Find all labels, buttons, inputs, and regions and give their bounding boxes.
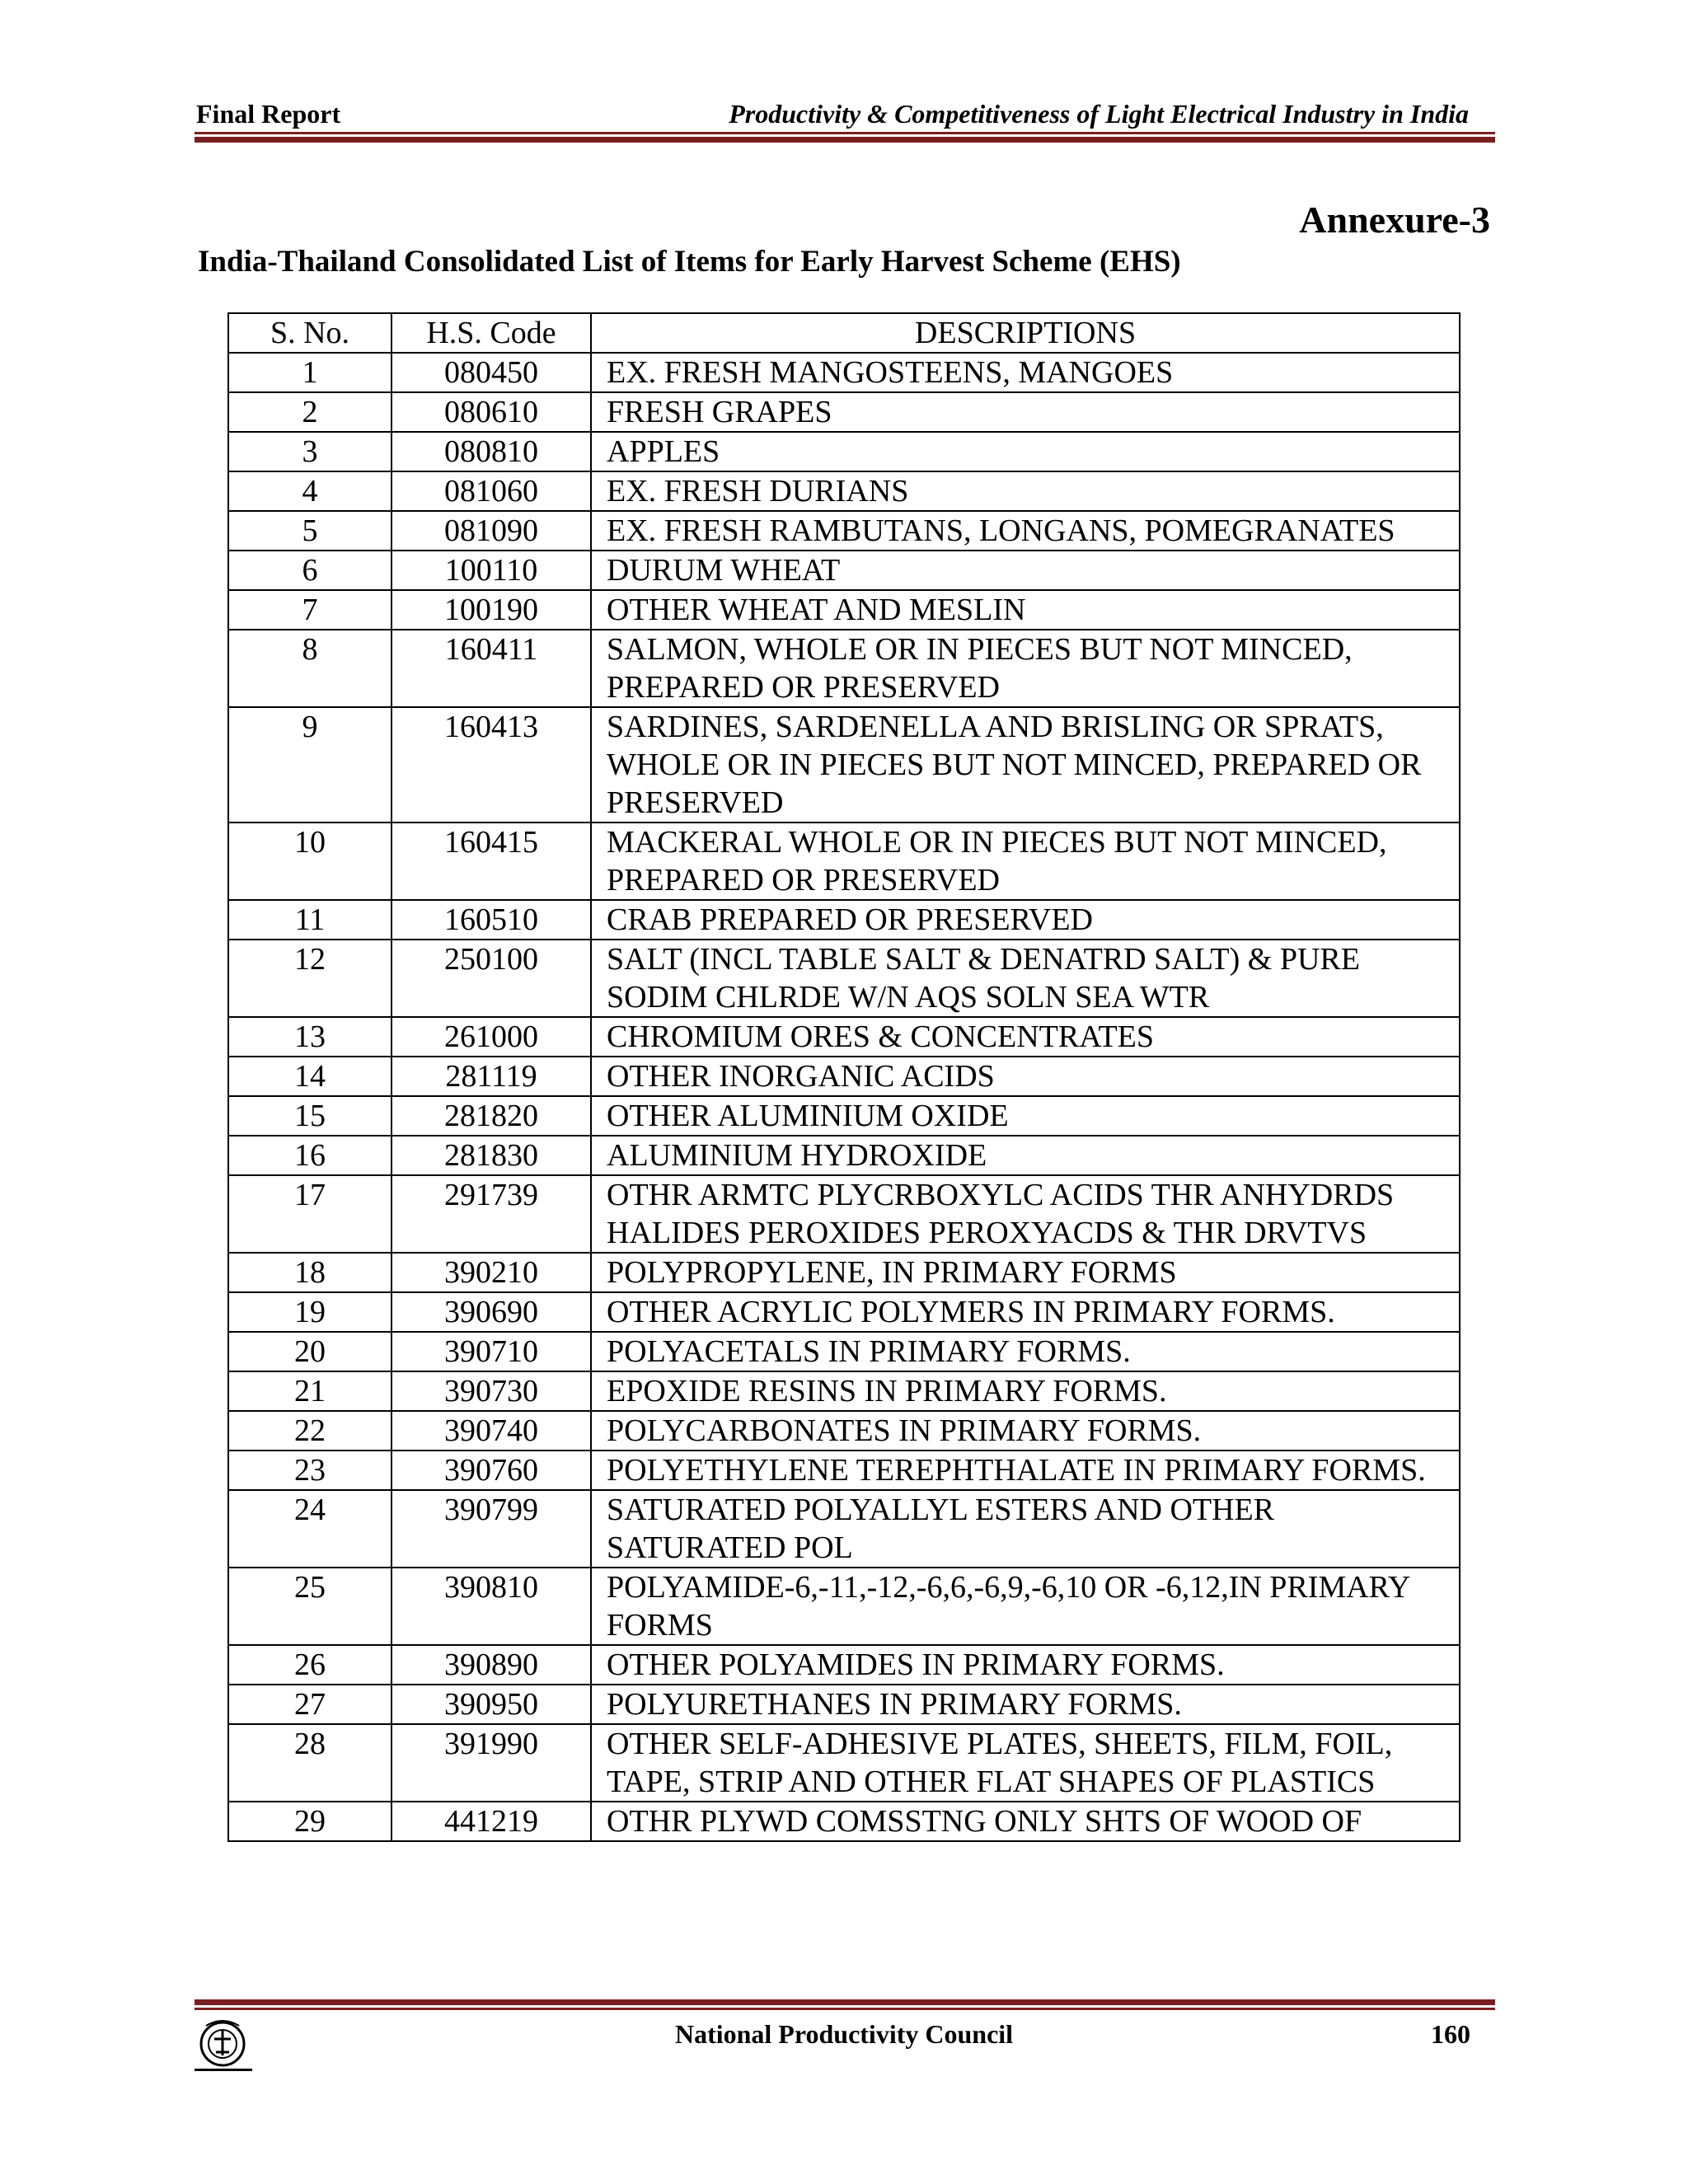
table-row bbox=[228, 1057, 1460, 1096]
cell-description: CRAB PREPARED OR PRESERVED bbox=[591, 900, 1460, 940]
cell-description: SARDINES, SARDENELLA AND BRISLING OR SPRATS, WHOLE OR IN PIECES BUT NOT MINCED, PREPARED OR PRESERVED bbox=[591, 707, 1460, 823]
cell-description: POLYETHYLENE TEREPHTHALATE IN PRIMARY FORMS. bbox=[591, 1451, 1460, 1490]
cell-description: POLYAMIDE-6,-11,-12,-6,6,-6,9,-6,10 OR -6,12,IN PRIMARY FORMS bbox=[591, 1568, 1460, 1645]
table-row bbox=[228, 630, 1460, 707]
cell-sno: 3 bbox=[228, 432, 392, 471]
cell-sno: 17 bbox=[228, 1175, 392, 1253]
cell-hs-code: 100110 bbox=[392, 551, 591, 590]
table-row bbox=[228, 823, 1460, 900]
table-row bbox=[228, 1371, 1460, 1411]
header-report-label: Final Report bbox=[196, 99, 341, 129]
page-number: 160 bbox=[1431, 2019, 1470, 2049]
cell-hs-code: 391990 bbox=[392, 1724, 591, 1802]
cell-hs-code: 081090 bbox=[392, 511, 591, 551]
cell-hs-code: 281830 bbox=[392, 1136, 591, 1175]
cell-sno: 9 bbox=[228, 707, 392, 823]
cell-hs-code: 390690 bbox=[392, 1292, 591, 1332]
cell-description: EX. FRESH DURIANS bbox=[591, 471, 1460, 511]
cell-description: OTHER INORGANIC ACIDS bbox=[591, 1057, 1460, 1096]
cell-sno: 26 bbox=[228, 1645, 392, 1685]
table-row bbox=[228, 1724, 1460, 1802]
cell-hs-code: 390950 bbox=[392, 1685, 591, 1724]
cell-hs-code: 291739 bbox=[392, 1175, 591, 1253]
cell-sno: 18 bbox=[228, 1253, 392, 1292]
cell-description: POLYACETALS IN PRIMARY FORMS. bbox=[591, 1332, 1460, 1371]
cell-hs-code: 261000 bbox=[392, 1017, 591, 1057]
cell-sno: 27 bbox=[228, 1685, 392, 1724]
table-row bbox=[228, 707, 1460, 823]
table-row bbox=[228, 1645, 1460, 1685]
cell-description: APPLES bbox=[591, 432, 1460, 471]
cell-hs-code: 441219 bbox=[392, 1802, 591, 1841]
table-row bbox=[228, 1017, 1460, 1057]
cell-hs-code: 080810 bbox=[392, 432, 591, 471]
cell-description: POLYURETHANES IN PRIMARY FORMS. bbox=[591, 1685, 1460, 1724]
table-row bbox=[228, 511, 1460, 551]
cell-description: OTHER WHEAT AND MESLIN bbox=[591, 590, 1460, 630]
cell-sno: 6 bbox=[228, 551, 392, 590]
cell-description: EX. FRESH RAMBUTANS, LONGANS, POMEGRANATES bbox=[591, 511, 1460, 551]
cell-sno: 28 bbox=[228, 1724, 392, 1802]
cell-sno: 25 bbox=[228, 1568, 392, 1645]
table-row bbox=[228, 353, 1460, 392]
cell-description: CHROMIUM ORES & CONCENTRATES bbox=[591, 1017, 1460, 1057]
cell-description: MACKERAL WHOLE OR IN PIECES BUT NOT MINCED, PREPARED OR PRESERVED bbox=[591, 823, 1460, 900]
table-row bbox=[228, 590, 1460, 630]
cell-description: OTHR PLYWD COMSSTNG ONLY SHTS OF WOOD OF bbox=[591, 1802, 1460, 1841]
cell-sno: 15 bbox=[228, 1096, 392, 1136]
cell-hs-code: 390799 bbox=[392, 1490, 591, 1568]
cell-description: OTHR ARMTC PLYCRBOXYLC ACIDS THR ANHYDRDS HALIDES PEROXIDES PEROXYACDS & THR DRVTVS bbox=[591, 1175, 1460, 1253]
cell-hs-code: 390740 bbox=[392, 1411, 591, 1451]
table-row bbox=[228, 1802, 1460, 1841]
cell-description: POLYPROPYLENE, IN PRIMARY FORMS bbox=[591, 1253, 1460, 1292]
cell-sno: 8 bbox=[228, 630, 392, 707]
table-body bbox=[228, 353, 1460, 1841]
table-row bbox=[228, 1411, 1460, 1451]
cell-hs-code: 390710 bbox=[392, 1332, 591, 1371]
cell-sno: 12 bbox=[228, 940, 392, 1017]
cell-sno: 10 bbox=[228, 823, 392, 900]
cell-hs-code: 100190 bbox=[392, 590, 591, 630]
cell-sno: 21 bbox=[228, 1371, 392, 1411]
cell-sno: 11 bbox=[228, 900, 392, 940]
header-divider bbox=[195, 132, 1495, 143]
cell-hs-code: 080610 bbox=[392, 392, 591, 432]
table-row bbox=[228, 392, 1460, 432]
table-row bbox=[228, 551, 1460, 590]
cell-description: SALT (INCL TABLE SALT & DENATRD SALT) & PURE SODIM CHLRDE W/N AQS SOLN SEA WTR bbox=[591, 940, 1460, 1017]
cell-description: OTHER ACRYLIC POLYMERS IN PRIMARY FORMS. bbox=[591, 1292, 1460, 1332]
column-header-descriptions: DESCRIPTIONS bbox=[591, 313, 1460, 353]
table-row bbox=[228, 1332, 1460, 1371]
annexure-label: Annexure-3 bbox=[1299, 199, 1490, 241]
cell-hs-code: 390810 bbox=[392, 1568, 591, 1645]
cell-hs-code: 390760 bbox=[392, 1451, 591, 1490]
cell-hs-code: 080450 bbox=[392, 353, 591, 392]
cell-hs-code: 160413 bbox=[392, 707, 591, 823]
table-row bbox=[228, 1451, 1460, 1490]
cell-description: SATURATED POLYALLYL ESTERS AND OTHER SATURATED POL bbox=[591, 1490, 1460, 1568]
cell-sno: 2 bbox=[228, 392, 392, 432]
table-header-row bbox=[228, 313, 1460, 353]
items-table bbox=[227, 312, 1461, 1842]
cell-hs-code: 160415 bbox=[392, 823, 591, 900]
column-header-sno: S. No. bbox=[228, 313, 392, 353]
footer-organization: National Productivity Council bbox=[674, 2019, 1014, 2049]
cell-sno: 29 bbox=[228, 1802, 392, 1841]
table-row bbox=[228, 1175, 1460, 1253]
cell-sno: 13 bbox=[228, 1017, 392, 1057]
cell-description: EX. FRESH MANGOSTEENS, MANGOES bbox=[591, 353, 1460, 392]
cell-description: POLYCARBONATES IN PRIMARY FORMS. bbox=[591, 1411, 1460, 1451]
cell-description: DURUM WHEAT bbox=[591, 551, 1460, 590]
table-row bbox=[228, 471, 1460, 511]
cell-description: OTHER POLYAMIDES IN PRIMARY FORMS. bbox=[591, 1645, 1460, 1685]
cell-sno: 24 bbox=[228, 1490, 392, 1568]
cell-hs-code: 160411 bbox=[392, 630, 591, 707]
page-title: India-Thailand Consolidated List of Items for Early Harvest Scheme (EHS) bbox=[198, 245, 1181, 279]
cell-hs-code: 390730 bbox=[392, 1371, 591, 1411]
header-document-title: Productivity & Competitiveness of Light Electrical Industry in India bbox=[729, 99, 1469, 129]
cell-description: SALMON, WHOLE OR IN PIECES BUT NOT MINCED, PREPARED OR PRESERVED bbox=[591, 630, 1460, 707]
table-row bbox=[228, 1253, 1460, 1292]
cell-description: ALUMINIUM HYDROXIDE bbox=[591, 1136, 1460, 1175]
table-row bbox=[228, 1568, 1460, 1645]
cell-sno: 19 bbox=[228, 1292, 392, 1332]
cell-sno: 14 bbox=[228, 1057, 392, 1096]
cell-sno: 23 bbox=[228, 1451, 392, 1490]
cell-hs-code: 390210 bbox=[392, 1253, 591, 1292]
cell-sno: 22 bbox=[228, 1411, 392, 1451]
cell-sno: 7 bbox=[228, 590, 392, 630]
table-row bbox=[228, 1490, 1460, 1568]
cell-sno: 5 bbox=[228, 511, 392, 551]
cell-hs-code: 160510 bbox=[392, 900, 591, 940]
cell-sno: 16 bbox=[228, 1136, 392, 1175]
table-row bbox=[228, 1292, 1460, 1332]
cell-description: EPOXIDE RESINS IN PRIMARY FORMS. bbox=[591, 1371, 1460, 1411]
cell-description: OTHER ALUMINIUM OXIDE bbox=[591, 1096, 1460, 1136]
cell-hs-code: 390890 bbox=[392, 1645, 591, 1685]
column-header-hs-code: H.S. Code bbox=[392, 313, 591, 353]
table-row bbox=[228, 432, 1460, 471]
cell-description: OTHER SELF-ADHESIVE PLATES, SHEETS, FILM, FOIL, TAPE, STRIP AND OTHER FLAT SHAPES OF PLASTICS bbox=[591, 1724, 1460, 1802]
cell-hs-code: 281119 bbox=[392, 1057, 591, 1096]
footer-divider bbox=[195, 1999, 1495, 2010]
cell-sno: 20 bbox=[228, 1332, 392, 1371]
table-row bbox=[228, 900, 1460, 940]
cell-sno: 4 bbox=[228, 471, 392, 511]
table-row bbox=[228, 940, 1460, 1017]
cell-description: FRESH GRAPES bbox=[591, 392, 1460, 432]
table-row bbox=[228, 1685, 1460, 1724]
table-row bbox=[228, 1096, 1460, 1136]
cell-hs-code: 250100 bbox=[392, 940, 591, 1017]
cell-hs-code: 081060 bbox=[392, 471, 591, 511]
table-row bbox=[228, 1136, 1460, 1175]
cell-sno: 1 bbox=[228, 353, 392, 392]
cell-hs-code: 281820 bbox=[392, 1096, 591, 1136]
